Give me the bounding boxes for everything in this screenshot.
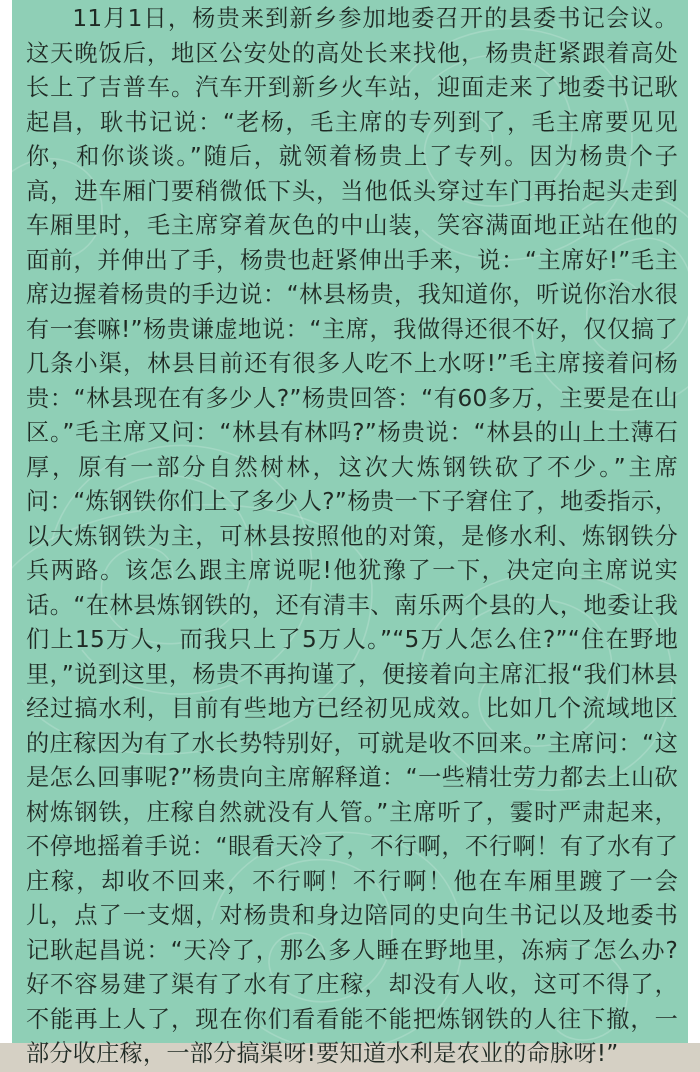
article-panel: [12, 0, 688, 1067]
article-body: 11月1日，杨贵来到新乡参加地委召开的县委书记会议。这天晚饭后，地区公安处的高处长来找他，杨贵赶紧跟着高处长上了吉普车。汽车开到新乡火车站，迎面走来了地委书记耿起昌，耿书记说：“老杨，毛主席的专列到了，毛主席要见见你，和你谈谈。”随后，就领着杨贵上了专列。因为杨贵个子高，进车厢门要稍微低下头，当他低头穿过车门再抬起头走到车厢里时，毛主席穿着灰色的中山装，笑容满面地正站在他的面前，并伸出了手，杨贵也赶紧伸出手来，说：“主席好!”毛主席边握着杨贵的手边说：“林县杨贵，我知道你，听说你治水很有一套嘛!”杨贵谦虚地说：“主席，我做得还很不好，仅仅搞了几条小渠，林县目前还有很多人吃不上水呀!”毛主席接着问杨贵：“林县现在有多少人?”杨贵回答：“有60多万，主要是在山区。”毛主席又问：“林县有林吗?”杨贵说：“林县的山上土薄石厚，原有一部分自然树林，这次大炼钢铁砍了不少。”主席问：“炼钢铁你们上了多少人?”杨贵一下子窘住了，地委指示，以大炼钢铁为主，可林县按照他的对策，是修水利、炼钢铁分兵两路。该怎么跟主席说呢!他犹豫了一下，决定向主席说实话。“在林县炼钢铁的，还有清丰、南乐两个县的人，地委让我们上15万人，而我只上了5万人。”“5万人怎么住?”“住在野地里，”说到这里，杨贵不再拘谨了，便接着向主席汇报“我们林县经过搞水利，目前有些地方已经初见成效。比如几个流域地区的庄稼因为有了水长势特别好，可就是收不回来。”主席问：“这是怎么回事呢?”杨贵向主席解释道：“一些精壮劳力都去上山砍树炼钢铁，庄稼自然就没有人管。”主席听了，霎时严肃起来，不停地摇着手说：“眼看天冷了，不行啊，不行啊！有了水有了庄稼，却收不回来，不行啊！不行啊！他在车厢里踱了一会儿，点了一支烟，对杨贵和身边陪同的史向生书记以及地委书记耿起昌说：“天冷了，那么多人睡在野地里，冻病了怎么办?好不容易建了渠有了水有了庄稼，却没有人收，这可不得了，不能再上人了，现在你们看看能不能把炼钢铁的人往下撤，一部分收庄稼，一部分搞渠呀!要知道水利是农业的命脉呀!”: [26, 5, 678, 1067]
